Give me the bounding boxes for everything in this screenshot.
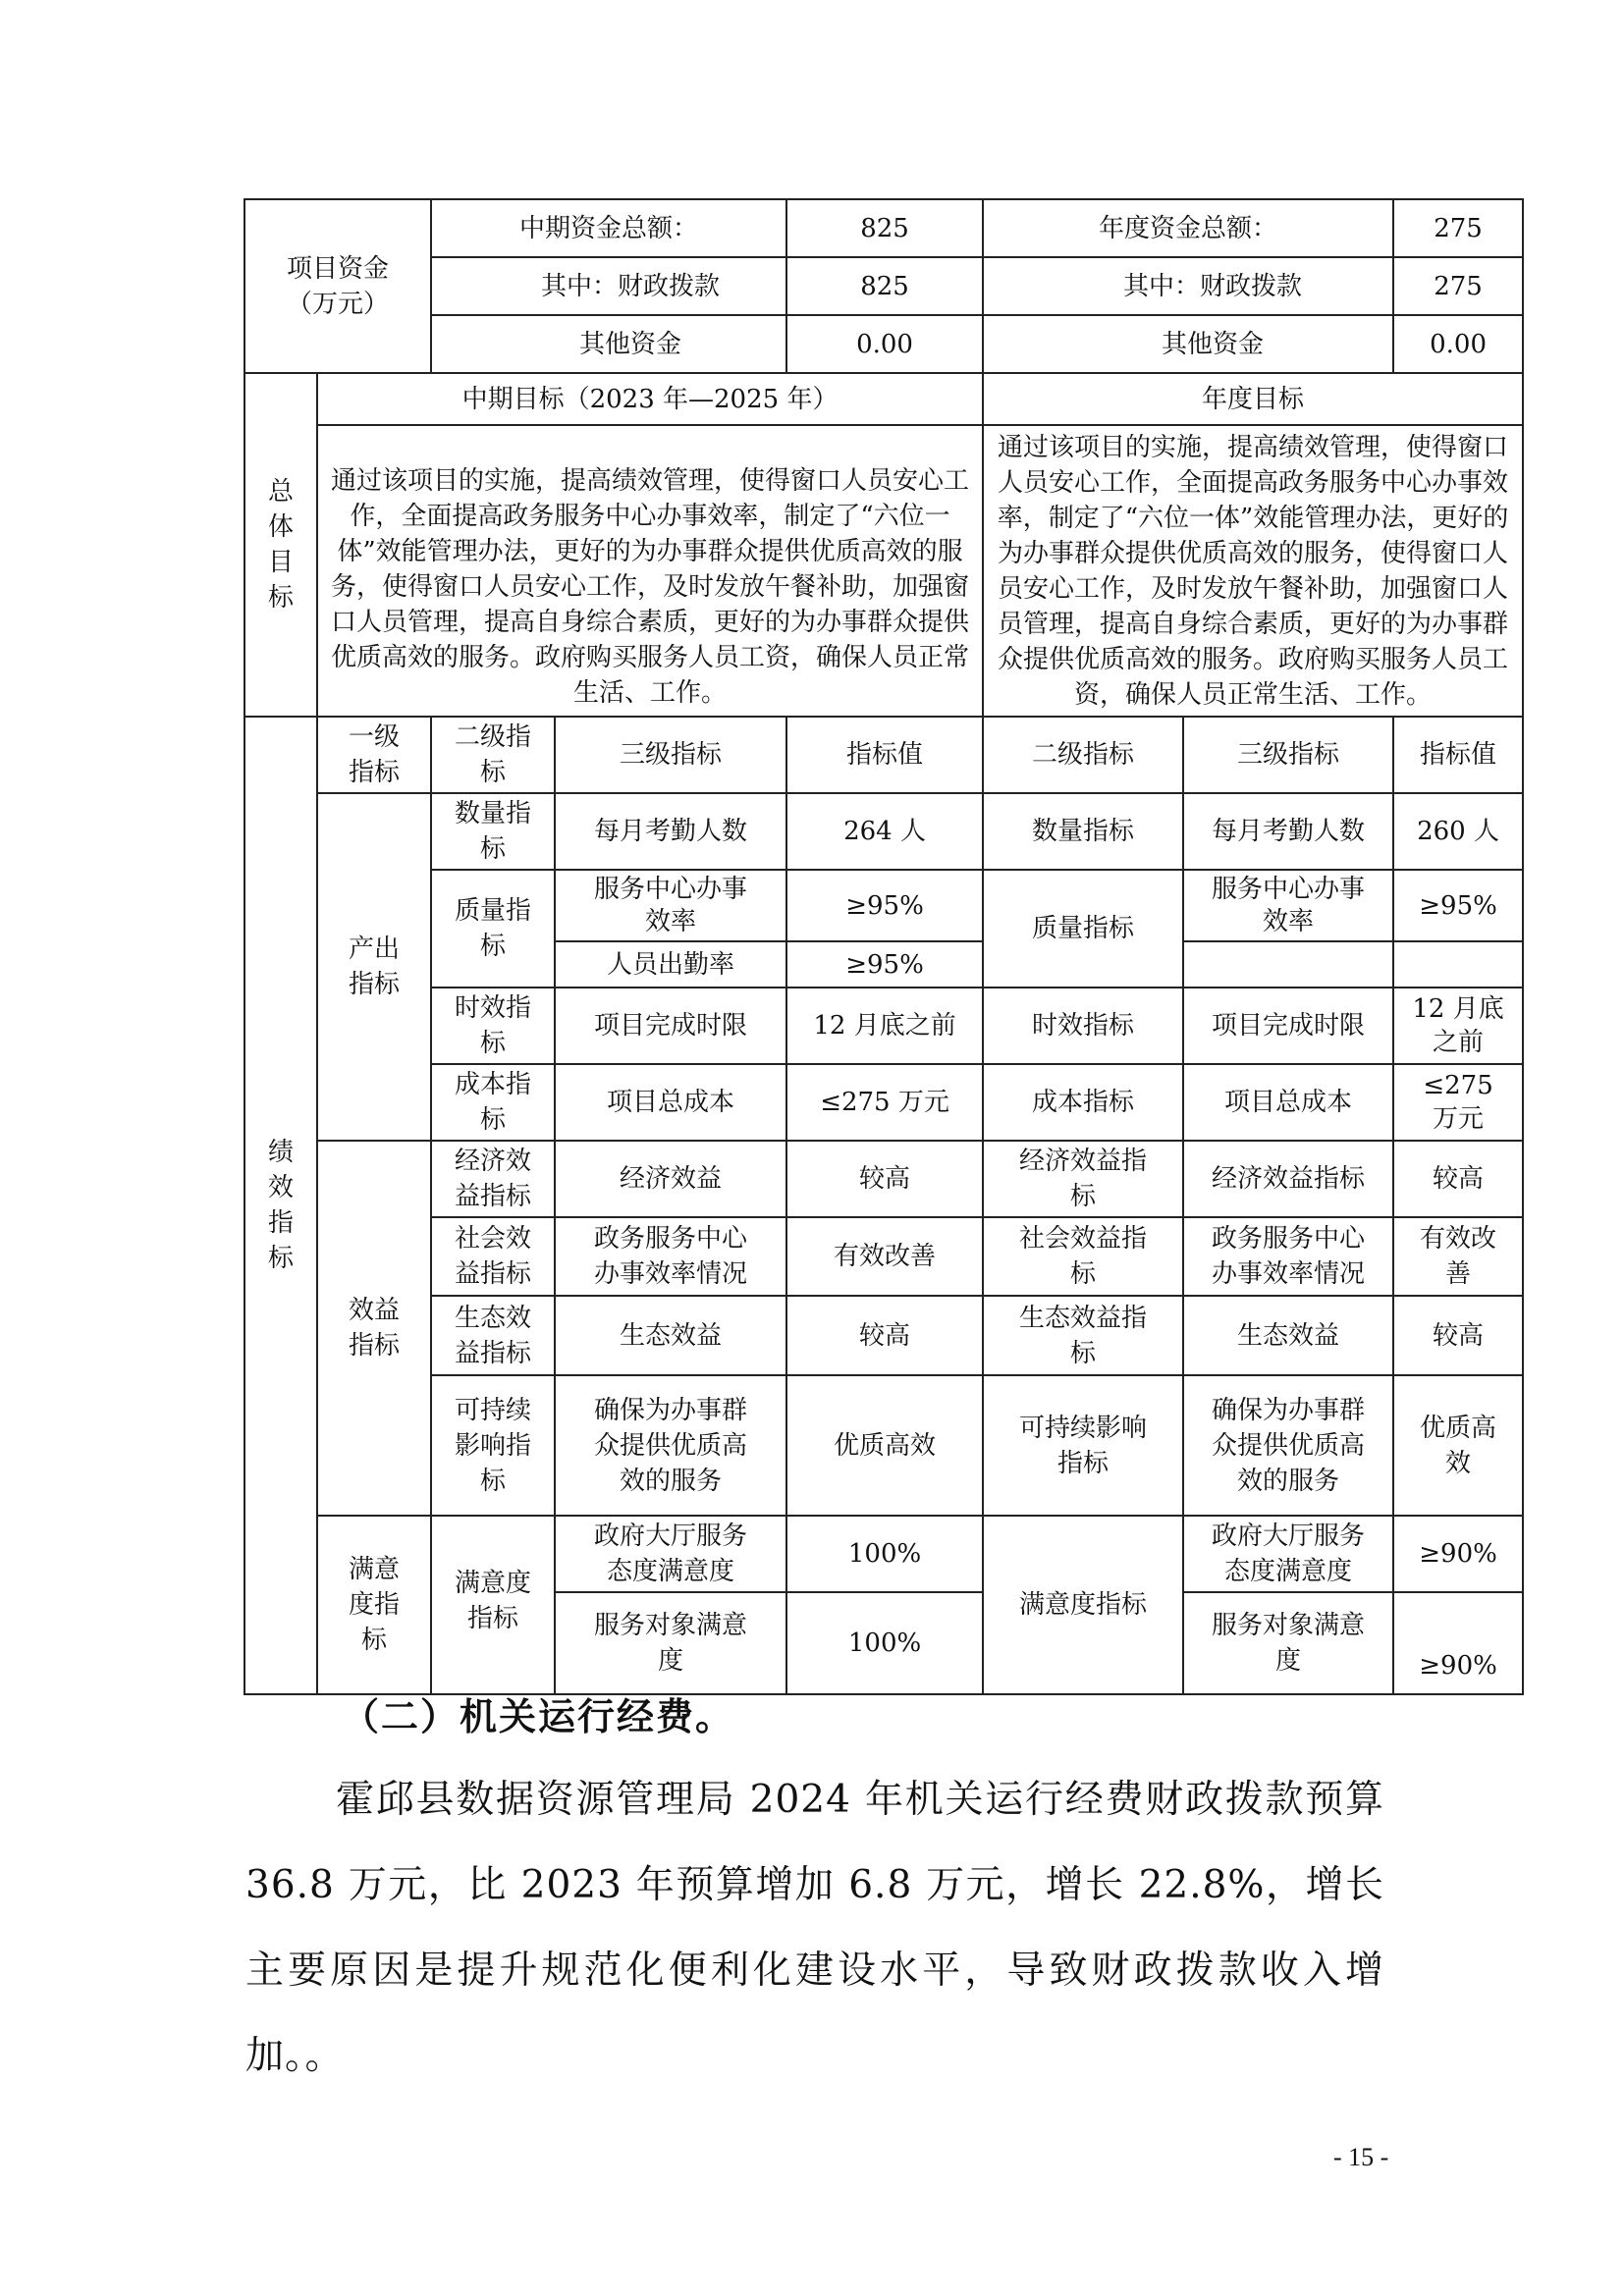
quantity-value: 264 人 (786, 793, 983, 870)
mid-total-label: 中期资金总额： (431, 199, 786, 257)
annual-economic-value: 较高 (1393, 1141, 1523, 1217)
level2-header: 二级指 标 (431, 717, 555, 793)
annual-value-header: 指标值 (1393, 717, 1523, 793)
table-row (244, 988, 1523, 1064)
performance-goal-table (244, 198, 1524, 1695)
table-row (244, 1141, 1523, 1217)
level1-header: 一级 指标 (317, 717, 431, 793)
annual-satisfaction-value-1: ≥90% (1393, 1516, 1523, 1592)
level3-header: 三级指标 (555, 717, 786, 793)
mid-goal-header: 中期目标（2023 年—2025 年） (317, 373, 983, 425)
value-header: 指标值 (786, 717, 983, 793)
cost-l2: 成本指 标 (431, 1064, 555, 1141)
annual-timeliness-value: 12 月底 之前 (1393, 988, 1523, 1064)
table-row (244, 1375, 1523, 1516)
annual-goal-text: 通过该项目的实施，提高绩效管理，使得窗口人员安心工作，全面提高政务服务中心办事效率，制定了“六位一体”效能管理办法，更好的为办事群众提供优质高效的服务，使得窗口人员安心工作，及时发放午餐补助，加强窗口人员管理，提高自身综合素质，更好的为办事群众提供优质高效的服务。政府购买服务人员工资，确保人员正常生活、工作。 (983, 425, 1523, 717)
mid-goal-text: 通过该项目的实施，提高绩效管理，使得窗口人员安心工作，全面提高政务服务中心办事效率，制定了“六位一体”效能管理办法，更好的为办事群众提供优质高效的服务，使得窗口人员安心工作，及时发放午餐补助，加强窗口人员管理，提高自身综合素质，更好的为办事群众提供优质高效的服务。政府购买服务人员工资，确保人员正常生活、工作。 (317, 425, 983, 717)
economic-l3: 经济效益 (555, 1141, 786, 1217)
annual-total-label: 年度资金总额： (983, 199, 1393, 257)
annual-other-label: 其他资金 (983, 315, 1393, 373)
sustainable-l3: 确保为办事群 众提供优质高 效的服务 (555, 1375, 786, 1516)
social-l2: 社会效 益指标 (431, 1217, 555, 1296)
cost-l3: 项目总成本 (555, 1064, 786, 1141)
quantity-l2: 数量指 标 (431, 793, 555, 870)
economic-l2: 经济效 益指标 (431, 1141, 555, 1217)
annual-quality-l3-1: 服务中心办事 效率 (1183, 870, 1393, 941)
table-row (244, 793, 1523, 870)
annual-ecological-l2: 生态效益指 标 (983, 1296, 1183, 1375)
annual-quality-l2: 质量指标 (983, 870, 1183, 988)
sustainable-value: 优质高效 (786, 1375, 983, 1516)
annual-other-value: 0.00 (1393, 315, 1523, 373)
annual-quality-l3-2 (1183, 941, 1393, 988)
overall-goal-label: 总体目标 (244, 373, 317, 717)
annual-goal-header: 年度目标 (983, 373, 1523, 425)
quality-value-1: ≥95% (786, 870, 983, 941)
quality-value-2: ≥95% (786, 941, 983, 988)
quality-l3-2: 人员出勤率 (555, 941, 786, 988)
annual-quantity-value: 260 人 (1393, 793, 1523, 870)
table-row (244, 1296, 1523, 1375)
mid-fiscal-label: 其中：财政拨款 (431, 257, 786, 315)
goals-text-row (244, 425, 1523, 717)
annual-quality-value-2 (1393, 941, 1523, 988)
funds-row-fiscal (244, 257, 1523, 315)
annual-ecological-l3: 生态效益 (1183, 1296, 1393, 1375)
table-row (244, 1217, 1523, 1296)
goals-header-row (244, 373, 1523, 425)
satisfaction-l2: 满意度 指标 (431, 1516, 555, 1694)
timeliness-value: 12 月底之前 (786, 988, 983, 1064)
timeliness-l3: 项目完成时限 (555, 988, 786, 1064)
ecological-value: 较高 (786, 1296, 983, 1375)
ecological-l3: 生态效益 (555, 1296, 786, 1375)
annual-cost-l3: 项目总成本 (1183, 1064, 1393, 1141)
annual-timeliness-l3: 项目完成时限 (1183, 988, 1393, 1064)
sustainable-l2: 可持续 影响指 标 (431, 1375, 555, 1516)
satisfaction-value-2: 100% (786, 1592, 983, 1694)
annual-social-l2: 社会效益指 标 (983, 1217, 1183, 1296)
annual-satisfaction-l2: 满意度指标 (983, 1516, 1183, 1694)
annual-level2-header: 二级指标 (983, 717, 1183, 793)
quality-l2: 质量指 标 (431, 870, 555, 988)
output-indicator-label: 产出 指标 (317, 793, 431, 1141)
annual-total-value: 275 (1393, 199, 1523, 257)
annual-sustainable-value: 优质高 效 (1393, 1375, 1523, 1516)
paragraph-text: 霍邱县数据资源管理局 2024 年机关运行经费财政拨款预算 36.8 万元，比 2023 年预算增加 6.8 万元，增长 22.8%，增长主要原因是提升规范化便利化建设水平，导致财政拨款收入增加。。 (245, 1778, 1384, 2078)
mid-fiscal-value: 825 (786, 257, 983, 315)
annual-satisfaction-l3-2: 服务对象满意 度 (1183, 1592, 1393, 1694)
annual-quality-value-1: ≥95% (1393, 870, 1523, 941)
annual-timeliness-l2: 时效指标 (983, 988, 1183, 1064)
annual-cost-l2: 成本指标 (983, 1064, 1183, 1141)
annual-economic-l3: 经济效益指标 (1183, 1141, 1393, 1217)
annual-economic-l2: 经济效益指 标 (983, 1141, 1183, 1217)
timeliness-l2: 时效指 标 (431, 988, 555, 1064)
satisfaction-l3-1: 政府大厅服务 态度满意度 (555, 1516, 786, 1592)
table-row (244, 870, 1523, 941)
ecological-l2: 生态效 益指标 (431, 1296, 555, 1375)
satisfaction-l3-2: 服务对象满意 度 (555, 1592, 786, 1694)
social-value: 有效改善 (786, 1217, 983, 1296)
annual-social-l3: 政务服务中心 办事效率情况 (1183, 1217, 1393, 1296)
annual-quantity-l3: 每月考勤人数 (1183, 793, 1393, 870)
mid-other-value: 0.00 (786, 315, 983, 373)
annual-level3-header: 三级指标 (1183, 717, 1393, 793)
annual-quantity-l2: 数量指标 (983, 793, 1183, 870)
mid-other-label: 其他资金 (431, 315, 786, 373)
section-heading: （二）机关运行经费。 (342, 1695, 735, 1738)
economic-value: 较高 (786, 1141, 983, 1217)
indicator-header-row (244, 717, 1523, 793)
annual-sustainable-l3: 确保为办事群 众提供优质高 效的服务 (1183, 1375, 1393, 1516)
performance-indicator-label: 绩效指标 (244, 717, 317, 1694)
quantity-l3: 每月考勤人数 (555, 793, 786, 870)
satisfaction-value-1: 100% (786, 1516, 983, 1592)
annual-sustainable-l2: 可持续影响 指标 (983, 1375, 1183, 1516)
annual-social-value: 有效改 善 (1393, 1217, 1523, 1296)
annual-fiscal-label: 其中：财政拨款 (983, 257, 1393, 315)
cost-value: ≤275 万元 (786, 1064, 983, 1141)
funds-label: 项目资金 （万元） (244, 199, 431, 373)
mid-total-value: 825 (786, 199, 983, 257)
table-row (244, 1064, 1523, 1141)
annual-satisfaction-l3-1: 政府大厅服务 态度满意度 (1183, 1516, 1393, 1592)
annual-satisfaction-value-2: ≥90% (1393, 1592, 1523, 1694)
quality-l3-1: 服务中心办事 效率 (555, 870, 786, 941)
funds-row-total (244, 199, 1523, 257)
annual-fiscal-value: 275 (1393, 257, 1523, 315)
annual-cost-value: ≤275 万元 (1393, 1064, 1523, 1141)
annual-ecological-value: 较高 (1393, 1296, 1523, 1375)
social-l3: 政务服务中心 办事效率情况 (555, 1217, 786, 1296)
body-paragraph (245, 1757, 1384, 2099)
funds-row-other (244, 315, 1523, 373)
page-number: - 15 - (1333, 2143, 1389, 2171)
benefit-indicator-label: 效益 指标 (317, 1141, 431, 1516)
table-row (244, 1516, 1523, 1592)
satisfaction-indicator-label: 满意 度指 标 (317, 1516, 431, 1694)
